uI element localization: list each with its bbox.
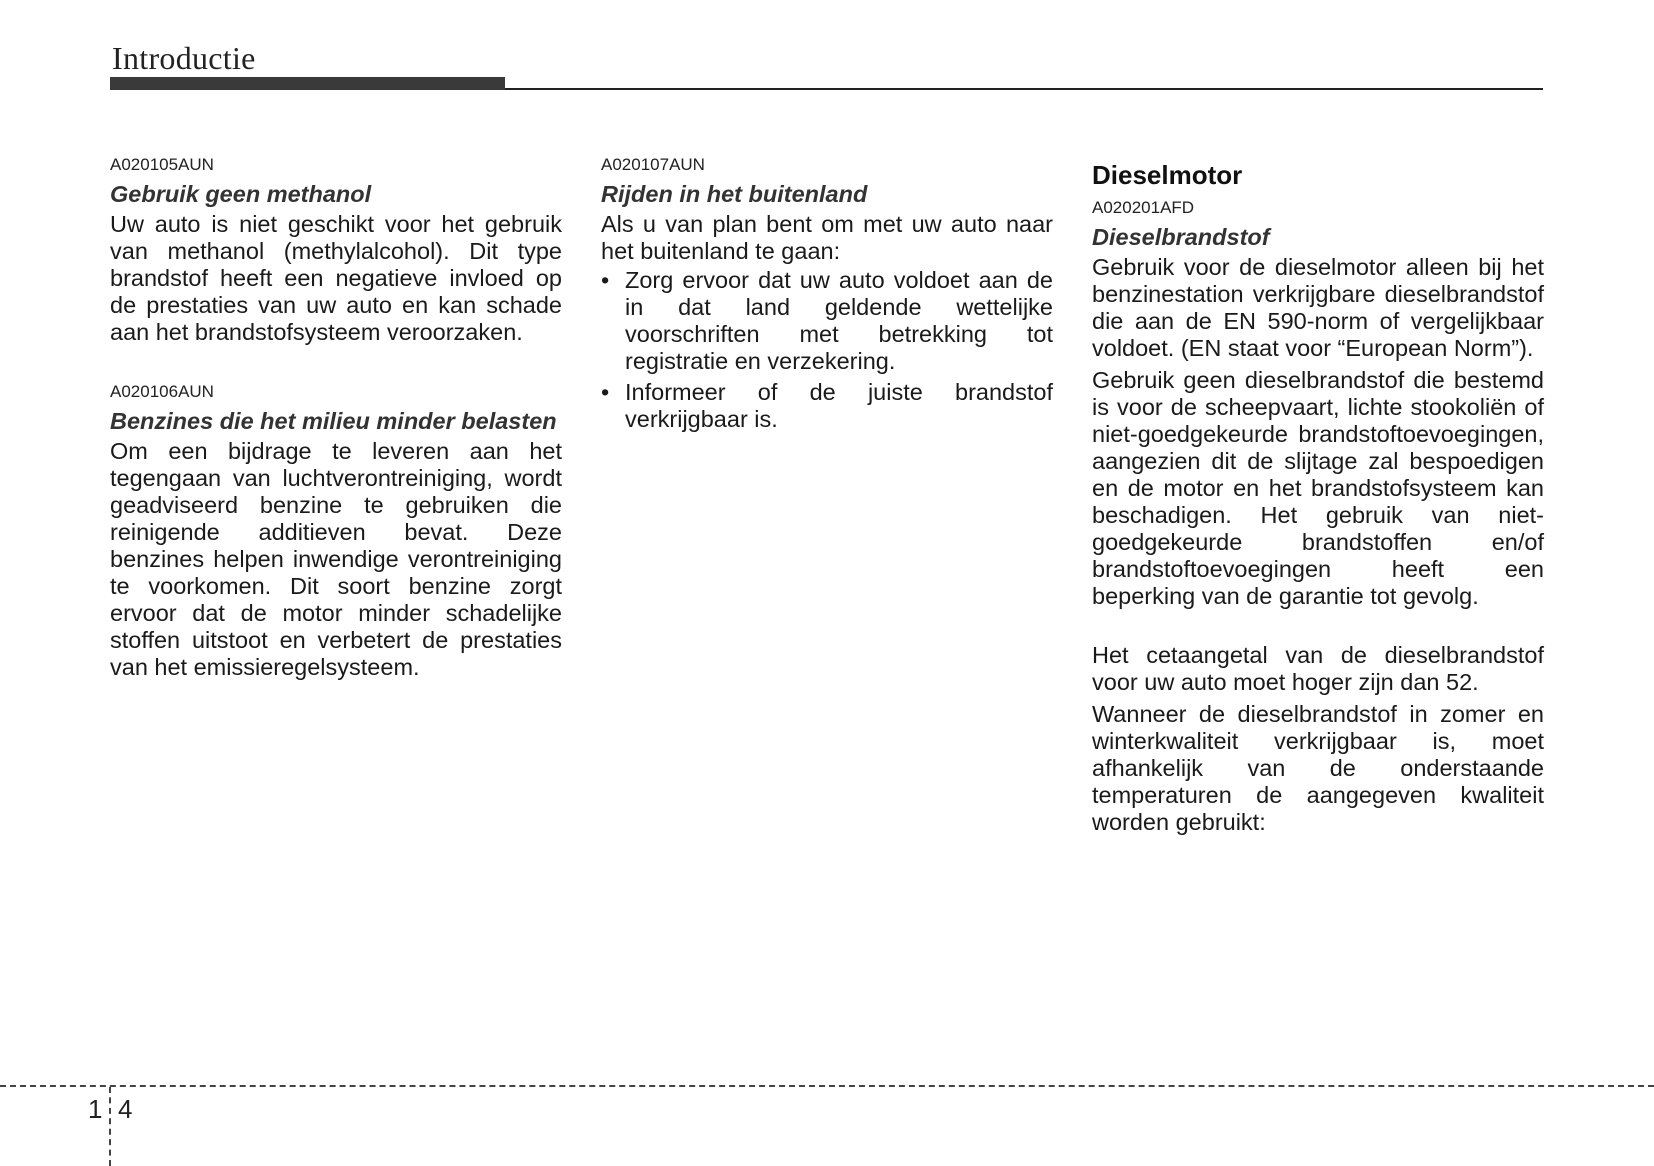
column-1 [110,155,562,681]
page-title: Introductie [112,40,256,76]
footer-dashed-rule [0,1085,1654,1087]
section-subtitle: Benzines die het milieu minder belasten [110,408,557,434]
list-item [601,267,1053,375]
section-subtitle: Rijden in het buitenland [601,181,868,207]
bullet-icon: • [601,267,610,293]
section-code: A020106AUN [110,382,214,401]
bullet-list [601,267,1053,433]
list-item-text: Informeer of de juiste brandstof verkrijgbaar is. [625,379,1053,432]
header-rule-thin [505,88,1543,90]
footer-vertical-dashed-rule [109,1087,111,1166]
column-3 [1092,160,1544,836]
column-2 [601,155,1053,437]
section-body: Om een bijdrage te leveren aan het tegengaan van luchtverontreiniging, wordt geadviseerd benzine te gebruiken die reinigende additieven bevat. Deze benzines helpen inwendige verontreiniging te voorkomen. Dit soort benzine zorgt ervoor dat de motor minder schadelijke stoffen uitstoot en verbetert de prestaties van het emissieregelsysteem. [110,438,562,680]
list-item [601,379,1053,433]
section-code: A020105AUN [110,155,214,174]
section-heading: Dieselmotor [1092,160,1243,190]
bullet-icon: • [601,379,610,405]
paragraph: Wanneer de dieselbrandstof in zomer en winterkwaliteit verkrijgbaar is, moet afhankelijk van de onderstaande temperaturen de aangegeven kwaliteit worden gebruikt: [1092,701,1544,835]
section-code: A020201AFD [1092,198,1195,217]
paragraph: Het cetaangetal van de dieselbrandstof voor uw auto moet hoger zijn dan 52. [1092,642,1544,695]
section-intro: Als u van plan bent om met uw auto naar het buitenland te gaan: [601,211,1053,264]
page-number: 4 [118,1094,133,1124]
paragraph: Gebruik voor de dieselmotor alleen bij het benzinestation verkrijgbare dieselbrandstof die aan de EN 590-norm of vergelijkbaar voldoet. (EN staat voor “European Norm”). [1092,254,1544,361]
list-item-text: Zorg ervoor dat uw auto voldoet aan de in dat land geldende wettelijke voorschriften met betrekking tot registratie en verzekering. [625,267,1053,374]
section-subtitle: Dieselbrandstof [1092,224,1270,250]
section-body: Uw auto is niet geschikt voor het gebruik van methanol (methylalcohol). Dit type brandstof heeft een negatieve invloed op de prestaties van uw auto en kan schade aan het brandstofsysteem veroorzaken. [110,211,562,345]
header-rule-thick [110,77,505,90]
section-code: A020107AUN [601,155,705,174]
paragraph: Gebruik geen dieselbrandstof die bestemd is voor de scheepvaart, lichte stookoliën of niet-goedgekeurde brandstoftoevoegingen, aangezien dit de slijtage zal bespoedigen en de motor en het brandstofsysteem kan beschadigen. Het gebruik van niet-goedgekeurde brandstoffen en/of brandstoftoevoegingen heeft een beperking van de garantie tot gevolg. [1092,367,1544,609]
section-subtitle: Gebruik geen methanol [110,181,372,207]
chapter-number: 1 [88,1094,103,1124]
